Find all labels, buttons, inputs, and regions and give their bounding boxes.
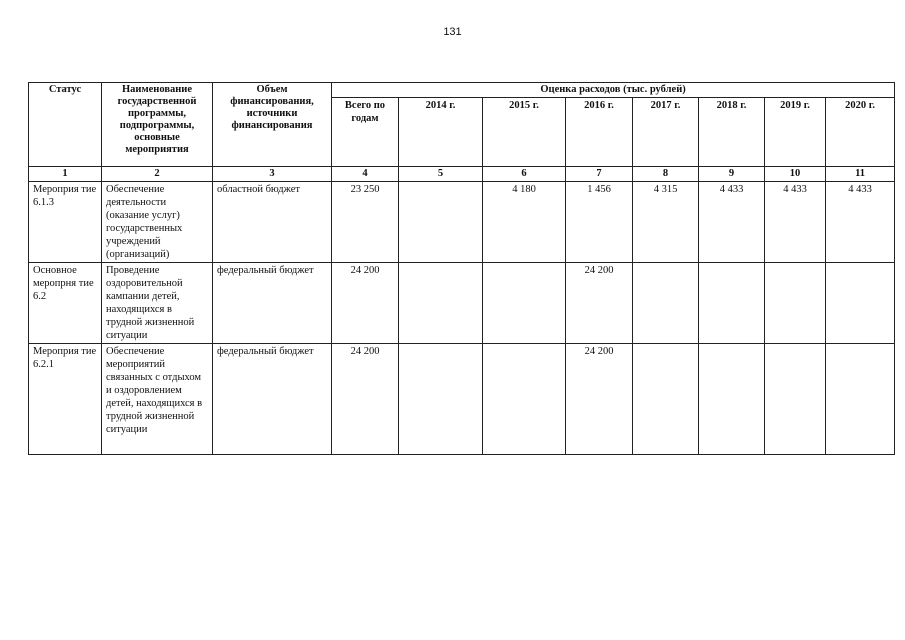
row-value-2016: 1 456 (566, 182, 633, 263)
header-total: Всего по годам (332, 98, 399, 167)
header-year-2016: 2016 г. (566, 98, 633, 167)
row-value-2015 (483, 344, 566, 455)
header-year-2017: 2017 г. (633, 98, 699, 167)
column-number: 3 (213, 167, 332, 182)
row-value-2017 (633, 344, 699, 455)
column-number: 1 (29, 167, 102, 182)
row-value-2014 (399, 263, 483, 344)
row-value-2019 (765, 344, 826, 455)
row-value-2016: 24 200 (566, 263, 633, 344)
row-value-2017 (633, 263, 699, 344)
row-source: федеральный бюджет (213, 263, 332, 344)
header-year-2015: 2015 г. (483, 98, 566, 167)
column-number: 6 (483, 167, 566, 182)
header-year-2014: 2014 г. (399, 98, 483, 167)
row-total: 24 200 (332, 263, 399, 344)
expense-table (28, 82, 895, 455)
header-name: Наименование государственной программы, подпрограммы, основные мероприятия (102, 83, 213, 167)
row-status: Мероприя тие 6.2.1 (29, 344, 102, 455)
row-value-2018: 4 433 (699, 182, 765, 263)
row-name: Обеспечение мероприятий связанных с отдыхом и оздоровлением детей, находящихся в трудной жизненной ситуации (102, 344, 213, 455)
row-value-2020 (826, 263, 895, 344)
table-row (29, 182, 895, 263)
header-year-2020: 2020 г. (826, 98, 895, 167)
row-value-2019 (765, 263, 826, 344)
row-value-2020: 4 433 (826, 182, 895, 263)
header-estimate: Оценка расходов (тыс. рублей) (332, 83, 895, 98)
row-value-2014 (399, 344, 483, 455)
row-value-2015 (483, 263, 566, 344)
header-year-2019: 2019 г. (765, 98, 826, 167)
row-source: областной бюджет (213, 182, 332, 263)
table-row (29, 344, 895, 455)
row-value-2020 (826, 344, 895, 455)
row-status: Основное меропрня тие 6.2 (29, 263, 102, 344)
table-row (29, 263, 895, 344)
row-total: 24 200 (332, 344, 399, 455)
column-number: 2 (102, 167, 213, 182)
row-value-2018 (699, 263, 765, 344)
page-number: 131 (443, 26, 462, 38)
header-status: Статус (29, 83, 102, 167)
row-name: Обеспечение деятельности (оказание услуг) государственных учреждений (организаций) (102, 182, 213, 263)
row-name: Проведение оздоровительной кампании детей, находящихся в трудной жизненной ситуации (102, 263, 213, 344)
row-source: федеральный бюджет (213, 344, 332, 455)
column-number: 7 (566, 167, 633, 182)
row-status: Мероприя тие 6.1.3 (29, 182, 102, 263)
row-value-2015: 4 180 (483, 182, 566, 263)
column-number: 8 (633, 167, 699, 182)
column-number: 10 (765, 167, 826, 182)
column-number: 4 (332, 167, 399, 182)
column-number: 5 (399, 167, 483, 182)
column-number: 9 (699, 167, 765, 182)
header-volume: Объем финансирования, источники финансирования (213, 83, 332, 167)
row-value-2018 (699, 344, 765, 455)
column-number: 11 (826, 167, 895, 182)
row-value-2019: 4 433 (765, 182, 826, 263)
row-total: 23 250 (332, 182, 399, 263)
row-value-2014 (399, 182, 483, 263)
row-value-2016: 24 200 (566, 344, 633, 455)
header-year-2018: 2018 г. (699, 98, 765, 167)
row-value-2017: 4 315 (633, 182, 699, 263)
